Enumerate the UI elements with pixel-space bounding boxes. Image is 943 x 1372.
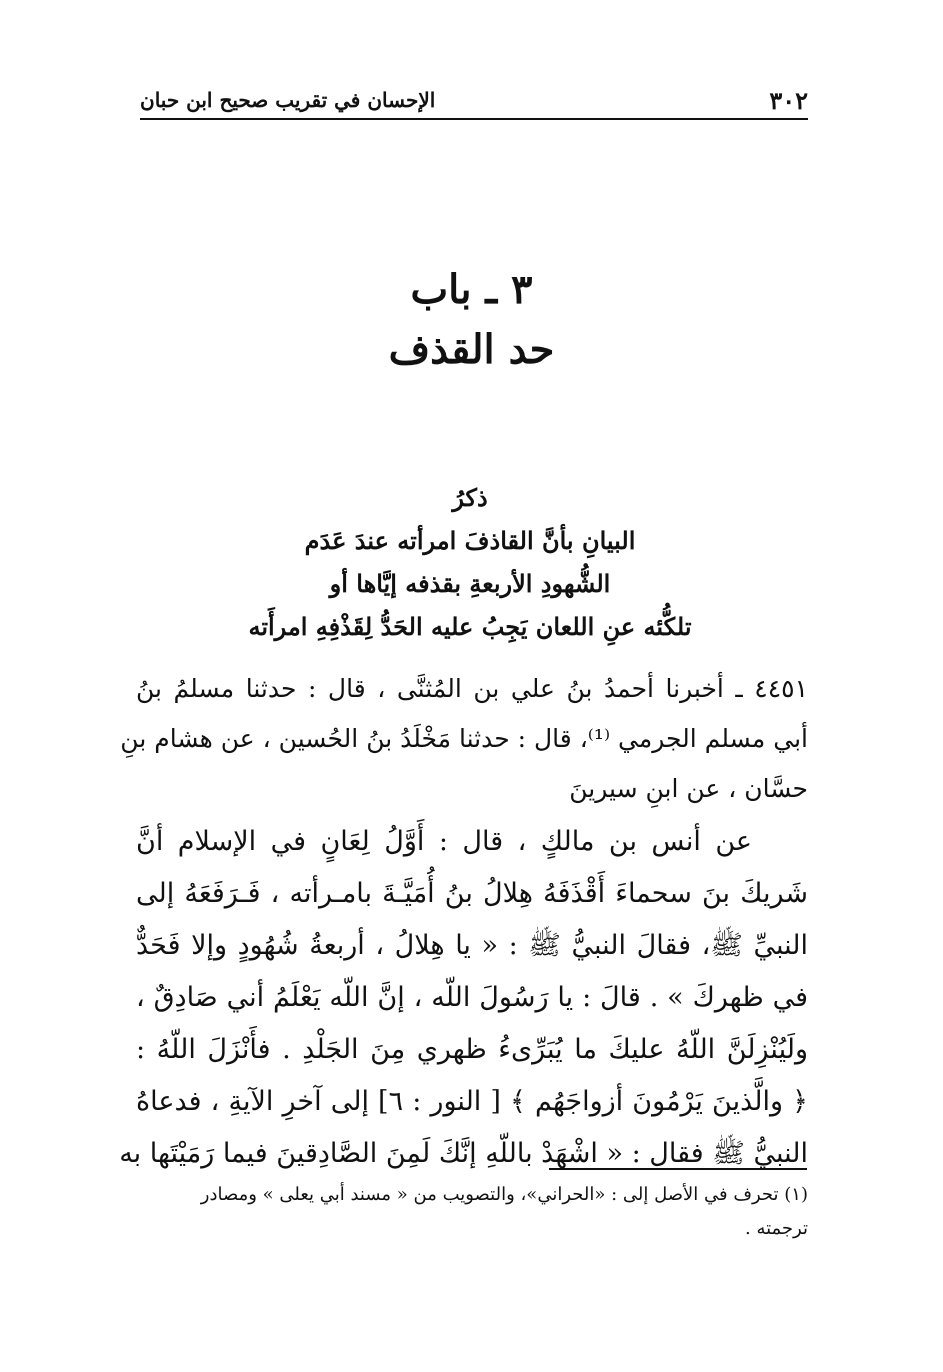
running-header <box>140 86 808 115</box>
chapter-heading <box>0 262 943 382</box>
isnad-line: حسَّان ، عن ابنِ سيرينَ <box>569 774 808 803</box>
section-heading-line: تلكُّئه عنِ اللعان يَجِبُ عليه الحَدُّ لِقَذْفِهِ امرأَته <box>248 612 692 641</box>
header-rule <box>140 118 808 120</box>
footnote <box>136 1178 808 1246</box>
section-heading-line: البيانِ بأنَّ القاذفَ امرأته عندَ عَدَم <box>304 526 636 555</box>
matn-line: النبيُّ ﷺ فقال : « اشْهَدْ باللّهِ إنَّكَ لَمِنَ الصَّادِقينَ فيما رَمَيْتَها به <box>119 1138 808 1169</box>
hadith-isnad <box>120 664 808 814</box>
page-number: ٣٠٢ <box>769 86 808 115</box>
running-title: الإحسان في تقريب صحيح ابن حبان <box>140 88 436 112</box>
section-heading-line: الشُّهودِ الأربعةِ بقذفه إيَّاها أو <box>329 569 611 598</box>
matn-line: عن أنس بن مالكٍ ، قال : أَوَّلُ لِعَانٍ في الإسلام أنَّ <box>136 826 752 857</box>
chapter-label: ٣ ـ باب <box>410 266 533 313</box>
footnote-line: ترجمته . <box>745 1218 808 1239</box>
section-heading-line: ذكرُ <box>452 483 488 512</box>
hadith-matn <box>119 816 808 1180</box>
matn-line: النبيِّ ﷺ، فقالَ النبيُّ ﷺ : « يا هِلالُ ، أربعةُ شُهُودٍ وإلا فَحَدٌّ <box>136 930 808 961</box>
chapter-title: حد القذف <box>388 326 555 373</box>
matn-line: شَريكَ بنَ سحماءَ أَقْذَفَهُ هِلالُ بنُ أُمَيَّـةَ بامـرأته ، فَـرَفَعَهُ إلى <box>136 878 808 909</box>
footnote-line: (١) تحرف في الأصل إلى : «الحراني»، والتصويب من « مسند أبي يعلى » ومصادر <box>200 1184 808 1205</box>
matn-line: ولَيُنْزِلَنَّ اللّهُ عليكَ ما يُبَرِّىءُ ظهري مِنَ الجَلْدِ . فأَنْزَلَ اللّهُ : <box>136 1034 808 1065</box>
matn-line: ﴿ والَّذينَ يَرْمُونَ أزواجَهُم ﴾ [ النور : ٦] إلى آخرِ الآيةِ ، فدعاهُ <box>136 1086 808 1117</box>
footnote-rule <box>549 1168 807 1170</box>
isnad-line: أبي مسلم الجرمي ⁽¹⁾، قال : حدثنا مَخْلَدُ بنُ الحُسين ، عن هشام بنِ <box>120 724 808 753</box>
section-heading <box>150 476 790 648</box>
matn-line: في ظهركَ » . قالَ : يا رَسُولَ اللّه ، إنَّ اللّه يَعْلَمُ أني صَادِقٌ ، <box>136 982 808 1013</box>
isnad-line: ٤٤٥١ ـ أخبرنا أحمدُ بنُ علي بن المُثنَّى ، قال : حدثنا مسلمُ بنُ <box>136 674 808 703</box>
